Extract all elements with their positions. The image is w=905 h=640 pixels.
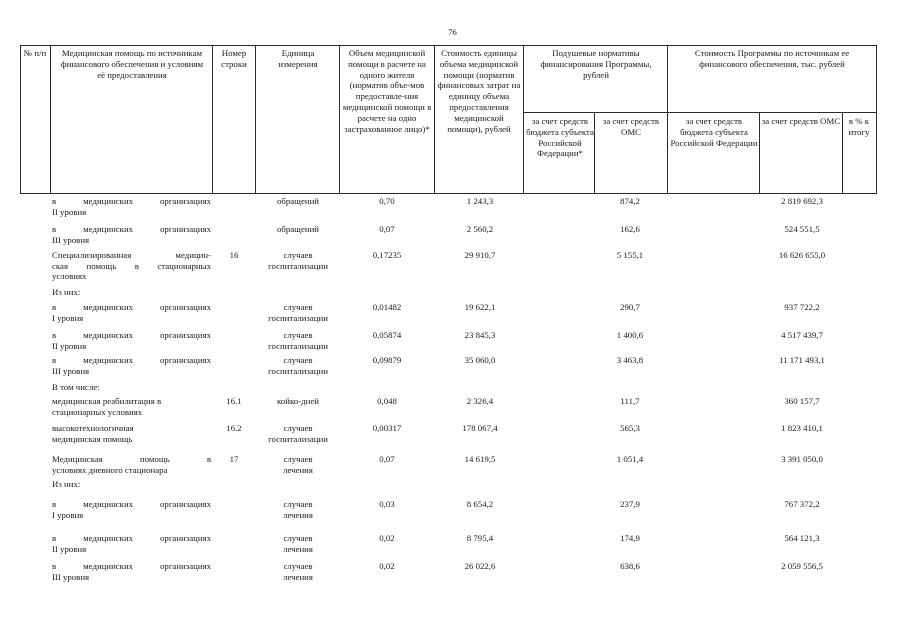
row-unit-cost: 23 845,3 xyxy=(464,330,496,340)
row-name: В том числе: xyxy=(52,382,100,392)
row-unit-cost: 19 622,1 xyxy=(464,302,496,312)
row-unit-cost: 1 243,3 xyxy=(466,196,494,206)
row-volume: 0,02 xyxy=(379,561,395,571)
row-unit: госпитализации xyxy=(268,340,328,351)
row-unit: случаев xyxy=(283,561,313,571)
header-col-number: № п/п xyxy=(23,48,47,58)
row-unit: случаев xyxy=(283,499,313,509)
row-per-capita-oms: 874,2 xyxy=(620,196,640,206)
row-name: условиях дневного стационара xyxy=(52,464,168,475)
header-per-capita-budget: за счет средств бюджета субъекта Российской Федерации* xyxy=(526,116,594,159)
row-volume: 0,048 xyxy=(377,396,397,406)
header-col-volume: Объем медицинской помощи в расчете на одного жителя (норматив объе-мов предоставле-ния медицинской помощи в расчете на одно застрахованное лицо)* xyxy=(342,48,432,134)
row-program-oms: 16 626 655,0 xyxy=(778,250,826,260)
row-unit: обращений xyxy=(277,224,319,234)
row-volume: 0,01482 xyxy=(372,302,402,312)
row-name: ская помощь в стационарных xyxy=(52,260,211,271)
row-name: II уровня xyxy=(52,206,87,217)
row-volume: 0,00317 xyxy=(372,423,402,433)
row-name: III уровня xyxy=(52,234,90,245)
header-program-budget: за счет средств бюджета субъекта Российской Федерации xyxy=(670,116,758,148)
row-unit: госпитализации xyxy=(268,312,328,323)
row-name: Из них: xyxy=(52,479,81,489)
row-name: медицинская реабилитация в xyxy=(52,396,162,406)
row-unit-cost: 2 560,2 xyxy=(466,224,494,234)
row-program-oms: 360 157,7 xyxy=(784,396,820,406)
row-unit: госпитализации xyxy=(268,365,328,376)
row-unit: случаев xyxy=(283,330,313,340)
row-unit: лечения xyxy=(283,464,313,475)
header-col-unit: Единица измерения xyxy=(278,48,318,69)
row-volume: 0,02 xyxy=(379,533,395,543)
header-col-line: Номер строки xyxy=(221,48,247,69)
row-volume: 0,07 xyxy=(379,224,395,234)
row-name: Специализированная медицин- xyxy=(52,250,211,260)
row-volume: 0,07 xyxy=(379,454,395,464)
row-name: в медицинских организациях xyxy=(52,355,211,365)
row-per-capita-oms: 5 155,1 xyxy=(616,250,644,260)
row-line-number: 16 xyxy=(229,250,239,260)
row-volume: 0,05874 xyxy=(372,330,402,340)
row-program-oms: 524 551,5 xyxy=(784,224,820,234)
header-group-per-capita: Подушевые нормативы финансирования Программы, рублей xyxy=(540,48,652,80)
row-per-capita-oms: 565,3 xyxy=(620,423,640,433)
row-per-capita-oms: 162,6 xyxy=(620,224,640,234)
row-unit: случаев xyxy=(283,533,313,543)
row-unit: койко-дней xyxy=(277,396,319,406)
row-name: в медицинских организациях xyxy=(52,224,211,234)
row-unit-cost: 35 060,0 xyxy=(464,355,496,365)
row-line-number: 17 xyxy=(229,454,239,464)
row-name: II уровня xyxy=(52,543,87,554)
row-unit: случаев xyxy=(283,454,313,464)
row-volume: 0,09879 xyxy=(372,355,402,365)
row-per-capita-oms: 1 400,6 xyxy=(616,330,644,340)
row-unit: случаев xyxy=(283,302,313,312)
row-unit-cost: 178 067,4 xyxy=(462,423,498,433)
row-unit: обращений xyxy=(277,196,319,206)
row-name: высокотехнологичная xyxy=(52,423,134,433)
row-unit-cost: 29 910,7 xyxy=(464,250,496,260)
row-unit-cost: 26 022,6 xyxy=(464,561,496,571)
row-name: в медицинских организациях xyxy=(52,533,211,543)
row-unit: случаев xyxy=(283,250,313,260)
header-per-capita-oms: за счет средств ОМС xyxy=(602,116,660,137)
row-name: III уровня xyxy=(52,571,90,582)
header-program-oms: за счет средств ОМС xyxy=(761,116,841,126)
row-volume: 0,70 xyxy=(379,196,395,206)
header-col-name: Медицинская помощь по источникам финансового обеспечения и условиям её предоставления xyxy=(60,48,204,80)
row-name: III уровня xyxy=(52,365,90,376)
row-per-capita-oms: 638,6 xyxy=(620,561,640,571)
row-unit: госпитализации xyxy=(268,260,328,271)
row-name: стационарных условиях xyxy=(52,406,143,417)
row-name: I уровня xyxy=(52,509,84,520)
row-unit-cost: 14 619,5 xyxy=(464,454,496,464)
row-name: медицинская помощь xyxy=(52,433,133,444)
row-unit: случаев xyxy=(283,355,313,365)
header-group-program-cost: Стоимость Программы по источникам ее финансового обеспечения, тыс. рублей xyxy=(694,48,850,69)
row-line-number: 16.2 xyxy=(226,423,242,433)
row-name: в медицинских организациях xyxy=(52,561,211,571)
row-name: Медицинская помощь в xyxy=(52,454,211,464)
row-per-capita-oms: 237,9 xyxy=(620,499,640,509)
row-unit-cost: 8 795,4 xyxy=(466,533,494,543)
row-program-oms: 4 517 439,7 xyxy=(781,330,823,340)
row-per-capita-oms: 1 051,4 xyxy=(616,454,644,464)
row-program-oms: 564 121,3 xyxy=(784,533,820,543)
row-name: Из них: xyxy=(52,287,81,297)
row-per-capita-oms: 3 463,8 xyxy=(616,355,644,365)
row-name: в медицинских организациях xyxy=(52,302,211,312)
row-program-oms: 2 059 556,5 xyxy=(781,561,823,571)
row-unit: лечения xyxy=(283,571,313,582)
row-unit: госпитализации xyxy=(268,433,328,444)
header-program-percent: в % к итогу xyxy=(848,116,870,137)
row-program-oms: 767 372,2 xyxy=(784,499,820,509)
row-unit: лечения xyxy=(283,543,313,554)
row-program-oms: 2 819 692,3 xyxy=(781,196,823,206)
row-per-capita-oms: 174,9 xyxy=(620,533,640,543)
row-name: I уровня xyxy=(52,312,84,323)
row-name: в медицинских организациях xyxy=(52,196,211,206)
row-unit: лечения xyxy=(283,509,313,520)
row-program-oms: 1 823 410,1 xyxy=(781,423,823,433)
row-line-number: 16.1 xyxy=(226,396,242,406)
row-program-oms: 937 722,2 xyxy=(784,302,820,312)
row-volume: 0,03 xyxy=(379,499,395,509)
header-col-unit-cost: Стоимость единицы объема медицинской помощи (норматив финансовых затрат на единицу объема предоставления медицинской помощи), рублей xyxy=(437,48,521,134)
row-per-capita-oms: 111,7 xyxy=(620,396,640,406)
row-per-capita-oms: 290,7 xyxy=(620,302,640,312)
row-program-oms: 3 391 050,0 xyxy=(781,454,823,464)
row-volume: 0,17235 xyxy=(372,250,402,260)
row-unit-cost: 8 654,2 xyxy=(466,499,494,509)
row-name: в медицинских организациях xyxy=(52,499,211,509)
row-name: в медицинских организациях xyxy=(52,330,211,340)
row-unit: случаев xyxy=(283,423,313,433)
row-name: II уровня xyxy=(52,340,87,351)
row-name: условиях xyxy=(52,271,87,282)
row-program-oms: 11 171 493,1 xyxy=(779,355,825,365)
page-number: 76 xyxy=(448,27,457,37)
row-unit-cost: 2 326,4 xyxy=(466,396,494,406)
